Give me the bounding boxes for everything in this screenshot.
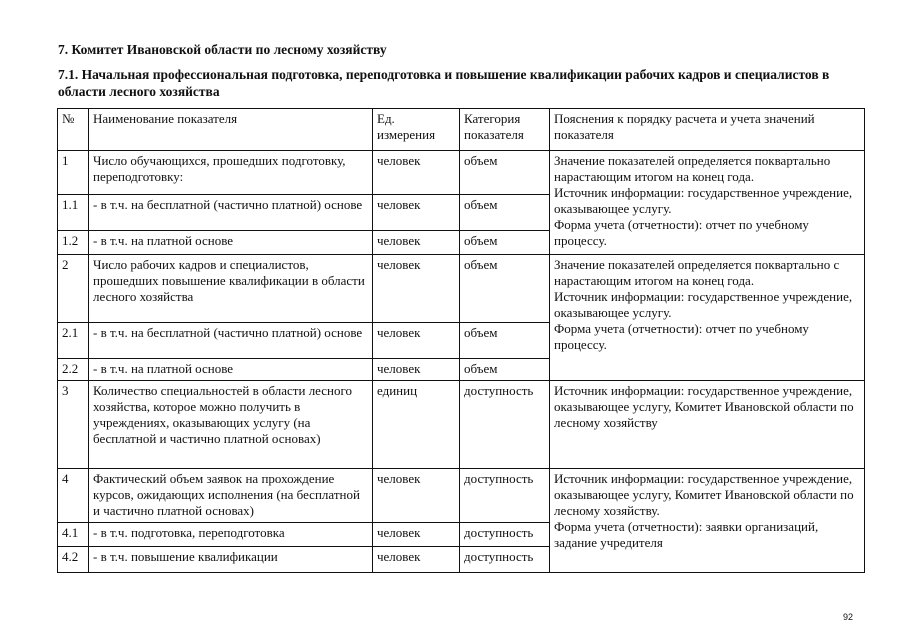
note-text: Форма учета (отчетности): заявки организаций, задание учредителя [554, 519, 819, 550]
row-category: объем [460, 359, 550, 381]
table-row [58, 381, 865, 469]
header-category: Категория показателя [460, 109, 550, 151]
notes-group-1 [550, 151, 865, 255]
row-unit: единиц [373, 381, 460, 469]
row-num: 2 [58, 255, 89, 323]
note-text: Источник информации: государственное учреждение, оказывающее услугу, Комитет Ивановской области по лесному хозяйству. [554, 471, 854, 518]
notes-group-3 [550, 381, 865, 469]
row-num: 4.1 [58, 523, 89, 547]
row-category: доступность [460, 547, 550, 573]
row-name: - в т.ч. повышение квалификации [89, 547, 373, 573]
row-num: 1 [58, 151, 89, 195]
header-num: № [58, 109, 89, 151]
row-num: 2.2 [58, 359, 89, 381]
row-name: - в т.ч. на платной основе [89, 231, 373, 255]
note-text: Форма учета (отчетности): отчет по учебному процессу. [554, 321, 809, 352]
row-unit: человек [373, 523, 460, 547]
row-num: 2.1 [58, 323, 89, 359]
note-text: Значение показателей определяется поквартально нарастающим итогом на конец года. [554, 153, 831, 184]
page-number: 92 [843, 612, 854, 622]
note-text: Источник информации: государственное учреждение, оказывающее услугу, Комитет Ивановской области по лесному хозяйству [554, 383, 854, 430]
row-num: 3 [58, 381, 89, 469]
row-num: 1.2 [58, 231, 89, 255]
header-notes: Пояснения к порядку расчета и учета значений показателя [550, 109, 865, 151]
row-unit: человек [373, 547, 460, 573]
row-category: доступность [460, 381, 550, 469]
row-num: 1.1 [58, 195, 89, 231]
table-row [58, 469, 865, 523]
header-unit: Ед. измерения [373, 109, 460, 151]
row-unit: человек [373, 195, 460, 231]
table-header-row [58, 109, 865, 151]
row-name: - в т.ч. подготовка, переподготовка [89, 523, 373, 547]
row-category: объем [460, 323, 550, 359]
row-name: Количество специальностей в области лесного хозяйства, которое можно получить в учреждениях, оказывающих услугу (на бесплатной и частично платной основах) [89, 381, 373, 469]
row-category: объем [460, 151, 550, 195]
row-unit: человек [373, 255, 460, 323]
notes-group-2 [550, 255, 865, 381]
row-category: доступность [460, 523, 550, 547]
note-text: Форма учета (отчетности): отчет по учебному процессу. [554, 217, 809, 248]
row-category: объем [460, 231, 550, 255]
table-row [58, 151, 865, 195]
row-name: - в т.ч. на бесплатной (частично платной) основе [89, 323, 373, 359]
note-text: Источник информации: государственное учреждение, оказывающее услугу. [554, 289, 853, 320]
row-name: - в т.ч. на бесплатной (частично платной) основе [89, 195, 373, 231]
indicators-table [57, 108, 865, 573]
header-name: Наименование показателя [89, 109, 373, 151]
note-text: Источник информации: государственное учреждение, оказывающее услугу. [554, 185, 853, 216]
row-category: объем [460, 255, 550, 323]
note-text: Значение показателей определяется поквартально с нарастающим итогом на конец года. [554, 257, 840, 288]
subsection-title: 7.1. Начальная профессиональная подготовка, переподготовка и повышение квалификации рабочих кадров и специалистов в области лесного хозяйства [58, 67, 830, 99]
row-num: 4.2 [58, 547, 89, 573]
row-category: объем [460, 195, 550, 231]
row-name: Фактический объем заявок на прохождение курсов, ожидающих исполнения (на бесплатной и частично платной основах) [89, 469, 373, 523]
row-unit: человек [373, 323, 460, 359]
row-name: Число рабочих кадров и специалистов, прошедших повышение квалификации в области лесного хозяйства [89, 255, 373, 323]
notes-group-4 [550, 469, 865, 573]
table-row [58, 255, 865, 323]
row-unit: человек [373, 359, 460, 381]
row-category: доступность [460, 469, 550, 523]
row-unit: человек [373, 151, 460, 195]
row-unit: человек [373, 469, 460, 523]
row-name: - в т.ч. на платной основе [89, 359, 373, 381]
row-num: 4 [58, 469, 89, 523]
section-title: 7. Комитет Ивановской области по лесному хозяйству [58, 42, 387, 57]
row-name: Число обучающихся, прошедших подготовку, переподготовку: [89, 151, 373, 195]
row-unit: человек [373, 231, 460, 255]
